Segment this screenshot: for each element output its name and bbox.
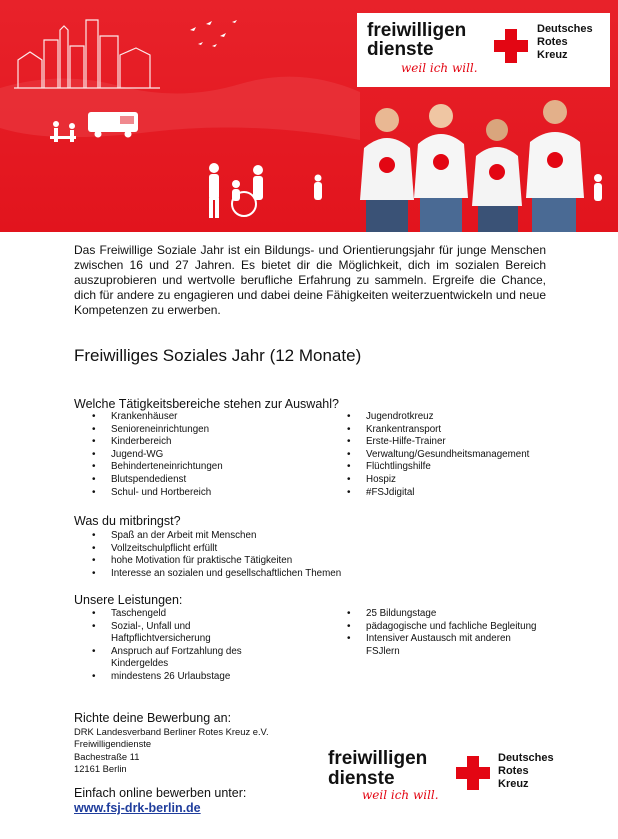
list-item: • Hospiz xyxy=(347,474,529,487)
logo-line-1: freiwilligen xyxy=(367,20,467,41)
logo-line-1: freiwilligen xyxy=(328,748,428,769)
list-item: • Krankenhäuser xyxy=(92,411,223,424)
header-banner xyxy=(0,0,618,232)
logo-org-line-2: Rotes xyxy=(537,36,568,48)
freiwilligendienste-logo xyxy=(357,13,610,87)
list-item: • hohe Motivation für praktische Tätigkeiten xyxy=(92,555,341,568)
logo-org-line-3: Kreuz xyxy=(537,49,568,61)
list-item: • Intensiver Austausch mit anderen FSJlern xyxy=(347,633,537,658)
contact-org: DRK Landesverband Berliner Rotes Kreuz e.V. xyxy=(74,726,269,737)
logo-slogan: weil ich will. xyxy=(401,61,478,75)
list-item: • Sozial-, Unfall und Haftpflichtversicherung xyxy=(92,621,272,646)
logo-org-line-1: Deutsches xyxy=(537,23,593,35)
list-item: • Erste-Hilfe-Trainer xyxy=(347,436,529,449)
list-item: • Anspruch auf Fortzahlung des Kindergeldes xyxy=(92,646,272,671)
logo-slogan: weil ich will. xyxy=(362,788,439,802)
bring-heading: Was du mitbringst? xyxy=(74,514,181,528)
logo-line-2: dienste xyxy=(367,39,434,60)
list-item: • pädagogische und fachliche Begleitung xyxy=(347,621,537,634)
bring-list xyxy=(92,530,341,580)
list-item: • 25 Bildungstage xyxy=(347,608,537,621)
red-cross-icon xyxy=(494,29,528,63)
contact-address xyxy=(74,726,269,776)
list-item: • Jugendrotkreuz xyxy=(347,411,529,424)
areas-list-left xyxy=(92,411,223,499)
list-item: • mindestens 26 Urlaubstage xyxy=(92,671,272,684)
intro-paragraph: Das Freiwillige Soziale Jahr ist ein Bildungs- und Orientierungsjahr für junge Menschen zwischen 16 und 27 Jahren. Es bietet dir die Möglichkeit, dich im sozialen Bereich auszuprobieren und wertvolle berufliche Erfahrung zu sammeln. Ergreife die Chance, dich für andere zu engagieren und dabei deine Fähigkeiten weiterzuentwickeln und neue Kompetenzen zu erwerben. xyxy=(74,243,546,317)
apply-link[interactable]: www.fsj-drk-berlin.de xyxy=(74,801,201,815)
volunteers-group-photo xyxy=(360,100,584,232)
list-item: • Behinderteneinrichtungen xyxy=(92,461,223,474)
list-item: • Blutspendedienst xyxy=(92,474,223,487)
areas-heading: Welche Tätigkeitsbereiche stehen zur Auswahl? xyxy=(74,397,339,411)
birds-icon xyxy=(190,20,237,47)
areas-list-right xyxy=(347,411,529,499)
red-cross-icon xyxy=(456,756,490,790)
freiwilligendienste-logo-bottom xyxy=(328,742,568,816)
list-item: • Jugend-WG xyxy=(92,449,223,462)
list-item: • Interesse an sozialen und gesellschaftlichen Themen xyxy=(92,568,341,581)
benefits-list-left xyxy=(92,608,272,684)
list-item: • Schul- und Hortbereich xyxy=(92,487,223,500)
contact-heading: Richte deine Bewerbung an: xyxy=(74,711,232,725)
benefits-heading: Unsere Leistungen: xyxy=(74,593,183,607)
logo-org-line-1: Deutsches xyxy=(498,752,554,764)
list-item: • Verwaltung/Gesundheitsmanagement xyxy=(347,449,529,462)
contact-department: Freiwilligendienste xyxy=(74,738,152,750)
city-skyline-icon xyxy=(14,20,160,88)
contact-street: Bachestraße 11 xyxy=(74,750,140,762)
logo-line-2: dienste xyxy=(328,768,395,789)
list-item: • Spaß an der Arbeit mit Menschen xyxy=(92,530,341,543)
apply-label: Einfach online bewerben unter: xyxy=(74,786,247,800)
list-item: • #FSJdigital xyxy=(347,487,529,500)
list-item: • Vollzeitschulpflicht erfüllt xyxy=(92,543,341,556)
section-title: Freiwilliges Soziales Jahr (12 Monate) xyxy=(74,346,362,365)
list-item: • Krankentransport xyxy=(347,424,529,437)
contact-city: 12161 Berlin xyxy=(74,763,127,775)
benefits-list-right xyxy=(347,608,537,658)
logo-org-line-3: Kreuz xyxy=(498,778,529,790)
list-item: • Taschengeld xyxy=(92,608,272,621)
logo-org-line-2: Rotes xyxy=(498,765,529,777)
list-item: • Kinderbereich xyxy=(92,436,223,449)
list-item: • Senioreneinrichtungen xyxy=(92,424,223,437)
list-item: • Flüchtlingshilfe xyxy=(347,461,529,474)
